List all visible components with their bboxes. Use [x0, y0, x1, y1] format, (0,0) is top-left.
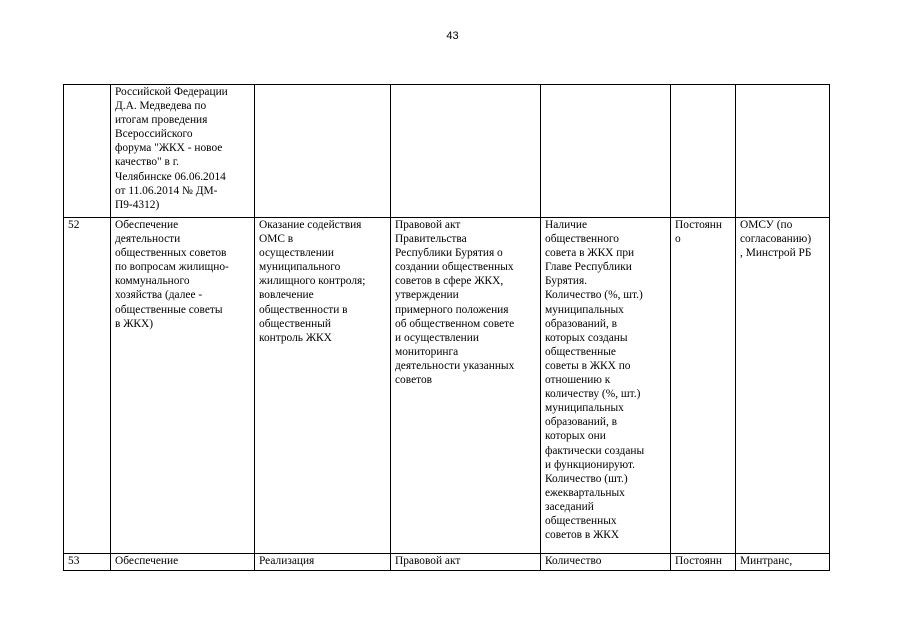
cell-number: 53 [64, 554, 111, 571]
cell-legal-act: Правовой акт [391, 554, 541, 571]
cell-content: Реализация [255, 554, 391, 571]
cell-measure: Обеспечение деятельности общественных советов по вопросам жилищно- коммунального хозяйства (далее - общественные советы в ЖКХ) [111, 218, 255, 554]
cell-executor: ОМСУ (по согласованию) , Минстрой РБ [736, 218, 830, 554]
cell-content [255, 85, 391, 218]
cell-measure: Российской Федерации Д.А. Медведева по итогам проведения Всероссийского форума "ЖКХ - новое качество" в г. Челябинске 06.06.2014 от 11.06.2014 № ДМ- П9-4312) [111, 85, 255, 218]
cell-legal-act: Правовой акт Правительства Республики Бурятия о создании общественных советов в сфере ЖКХ, утверждении примерного положения об общественном совете и осуществлении мониторинга деятельности указанных советов [391, 218, 541, 554]
cell-indicator [541, 85, 671, 218]
cell-content: Оказание содействия ОМС в осуществлении муниципального жилищного контроля; вовлечение общественности в общественный контроль ЖКХ [255, 218, 391, 554]
table-row [64, 218, 830, 554]
cell-term [671, 85, 736, 218]
cell-executor [736, 85, 830, 218]
table-row [64, 85, 830, 218]
cell-legal-act [391, 85, 541, 218]
cell-number [64, 85, 111, 218]
page-number: 43 [446, 30, 459, 42]
cell-indicator: Количество [541, 554, 671, 571]
table-row [64, 554, 830, 571]
cell-number: 52 [64, 218, 111, 554]
cell-term: Постоянн [671, 554, 736, 571]
measures-table [63, 84, 830, 571]
cell-indicator: Наличие общественного совета в ЖКХ при Главе Республики Бурятия. Количество (%, шт.) муниципальных образований, в которых созданы общественные советы в ЖКХ по отношению к количеству (%, шт.) муниципальных образований, в которых они фактически созданы и функционируют. Количество (шт.) ежеквартальных заседаний общественных советов в ЖКХ [541, 218, 671, 554]
cell-executor: Минтранс, [736, 554, 830, 571]
cell-measure: Обеспечение [111, 554, 255, 571]
cell-term: Постоянн о [671, 218, 736, 554]
